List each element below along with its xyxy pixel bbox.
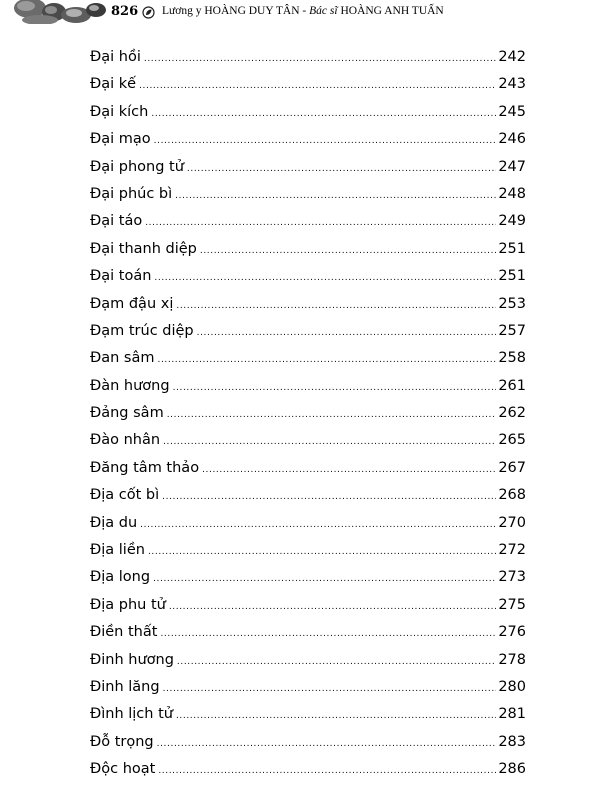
table-of-contents bbox=[90, 44, 526, 784]
dot-leader bbox=[154, 265, 496, 292]
dot-leader bbox=[154, 128, 497, 155]
toc-entry-title: Địa du bbox=[90, 514, 138, 531]
running-title bbox=[162, 5, 444, 17]
toc-entry bbox=[90, 345, 526, 372]
dot-leader bbox=[148, 539, 496, 566]
toc-entry-title: Địa cốt bì bbox=[90, 487, 160, 504]
toc-entry-title: Đại toán bbox=[90, 268, 152, 285]
toc-entry bbox=[90, 99, 526, 126]
toc-entry-title: Địa long bbox=[90, 569, 151, 586]
dot-leader bbox=[167, 402, 497, 429]
toc-entry bbox=[90, 44, 526, 71]
toc-entry-title: Đinh hương bbox=[90, 651, 174, 668]
dot-leader bbox=[157, 731, 497, 758]
toc-entry-page: 286 bbox=[498, 761, 526, 778]
toc-entry-page: 247 bbox=[498, 158, 526, 175]
toc-entry-page: 248 bbox=[498, 185, 526, 202]
toc-entry-page: 249 bbox=[498, 213, 526, 230]
toc-entry bbox=[90, 427, 526, 454]
author-name-1: HOÀNG DUY TÂN bbox=[204, 5, 300, 17]
page-header bbox=[0, 0, 600, 26]
toc-entry bbox=[90, 510, 526, 537]
toc-entry-title: Đạm trúc diệp bbox=[90, 322, 194, 339]
toc-entry bbox=[90, 291, 526, 318]
toc-entry bbox=[90, 263, 526, 290]
author-prefix: Lương y bbox=[162, 5, 205, 17]
toc-entry-page: 251 bbox=[498, 240, 526, 257]
dot-leader bbox=[144, 46, 496, 73]
toc-entry bbox=[90, 647, 526, 674]
author-prefix-2: Bác sĩ bbox=[309, 5, 341, 17]
toc-entry bbox=[90, 701, 526, 728]
toc-entry-title: Đại mạo bbox=[90, 131, 151, 148]
dot-leader bbox=[139, 73, 496, 100]
dot-leader bbox=[169, 594, 496, 621]
toc-entry-title: Đại phong tử bbox=[90, 158, 184, 175]
dot-leader bbox=[158, 347, 497, 374]
toc-entry-page: 262 bbox=[498, 405, 526, 422]
herb-illustration bbox=[14, 0, 106, 24]
toc-entry-page: 258 bbox=[498, 350, 526, 367]
toc-entry bbox=[90, 208, 526, 235]
dot-leader bbox=[140, 512, 496, 539]
toc-entry-page: 272 bbox=[498, 542, 526, 559]
toc-entry-page: 245 bbox=[498, 103, 526, 120]
toc-entry-title: Đăng tâm thảo bbox=[90, 459, 200, 476]
toc-entry bbox=[90, 318, 526, 345]
toc-entry-title: Đại kích bbox=[90, 103, 149, 120]
toc-entry-title: Đào nhân bbox=[90, 432, 161, 449]
toc-entry-title: Đạm đậu xị bbox=[90, 295, 174, 312]
toc-entry bbox=[90, 564, 526, 591]
toc-entry bbox=[90, 373, 526, 400]
dot-leader bbox=[187, 156, 496, 183]
toc-entry-page: 243 bbox=[498, 76, 526, 93]
title-separator: - bbox=[299, 5, 310, 17]
dot-leader bbox=[163, 429, 496, 456]
dot-leader bbox=[163, 676, 497, 703]
toc-entry-title: Đại phúc bì bbox=[90, 185, 173, 202]
toc-entry-page: 265 bbox=[498, 432, 526, 449]
toc-entry-page: 257 bbox=[498, 322, 526, 339]
dot-leader bbox=[176, 293, 496, 320]
toc-entry bbox=[90, 537, 526, 564]
toc-entry-page: 251 bbox=[498, 268, 526, 285]
dot-leader bbox=[200, 238, 496, 265]
toc-entry bbox=[90, 236, 526, 263]
dot-leader bbox=[173, 375, 497, 402]
toc-entry bbox=[90, 126, 526, 153]
toc-entry bbox=[90, 756, 526, 783]
dot-leader bbox=[162, 484, 496, 511]
toc-entry-title: Đàn hương bbox=[90, 377, 170, 394]
toc-entry-page: 278 bbox=[498, 651, 526, 668]
toc-entry-page: 261 bbox=[498, 377, 526, 394]
toc-entry-page: 275 bbox=[498, 596, 526, 613]
toc-entry bbox=[90, 674, 526, 701]
toc-entry-page: 276 bbox=[498, 624, 526, 641]
toc-entry-title: Địa phu tử bbox=[90, 596, 166, 613]
toc-entry-page: 268 bbox=[498, 487, 526, 504]
toc-entry-title: Đại táo bbox=[90, 213, 143, 230]
toc-entry-page: 281 bbox=[498, 706, 526, 723]
toc-entry bbox=[90, 455, 526, 482]
dot-leader bbox=[151, 101, 496, 128]
toc-entry-title: Địa liền bbox=[90, 542, 145, 559]
dot-leader bbox=[153, 566, 496, 593]
toc-entry-title: Đảng sâm bbox=[90, 405, 164, 422]
leaf-circle-icon bbox=[142, 4, 155, 17]
toc-entry-page: 283 bbox=[498, 733, 526, 750]
dot-leader bbox=[175, 183, 496, 210]
toc-entry-title: Đại kế bbox=[90, 76, 137, 93]
dot-leader bbox=[197, 320, 497, 347]
toc-entry bbox=[90, 71, 526, 98]
toc-entry bbox=[90, 592, 526, 619]
toc-entry bbox=[90, 482, 526, 509]
toc-entry-page: 242 bbox=[498, 49, 526, 65]
page-number: 826 bbox=[111, 4, 139, 19]
toc-entry-title: Đan sâm bbox=[90, 350, 155, 367]
dot-leader bbox=[160, 621, 496, 648]
author-name-2: HOÀNG ANH TUẤN bbox=[340, 5, 444, 17]
toc-entry-title: Đỗ trọng bbox=[90, 733, 154, 750]
toc-entry-title: Đình lịch tử bbox=[90, 706, 173, 723]
toc-entry bbox=[90, 181, 526, 208]
dot-leader bbox=[177, 649, 496, 676]
toc-entry-title: Đại hồi bbox=[90, 49, 141, 65]
dot-leader bbox=[145, 210, 496, 237]
toc-entry bbox=[90, 729, 526, 756]
toc-entry-page: 267 bbox=[498, 459, 526, 476]
toc-entry-page: 270 bbox=[498, 514, 526, 531]
toc-entry-page: 246 bbox=[498, 131, 526, 148]
toc-entry-page: 273 bbox=[498, 569, 526, 586]
toc-entry-title: Đinh lăng bbox=[90, 678, 160, 695]
toc-entry bbox=[90, 154, 526, 181]
toc-entry-page: 253 bbox=[498, 295, 526, 312]
toc-entry bbox=[90, 619, 526, 646]
toc-entry-title: Điền thất bbox=[90, 624, 158, 641]
dot-leader bbox=[202, 457, 496, 484]
toc-entry-title: Độc hoạt bbox=[90, 761, 156, 778]
toc-entry-title: Đại thanh diệp bbox=[90, 240, 197, 257]
dot-leader bbox=[158, 758, 496, 785]
dot-leader bbox=[176, 703, 496, 730]
toc-entry-page: 280 bbox=[498, 678, 526, 695]
toc-entry bbox=[90, 400, 526, 427]
